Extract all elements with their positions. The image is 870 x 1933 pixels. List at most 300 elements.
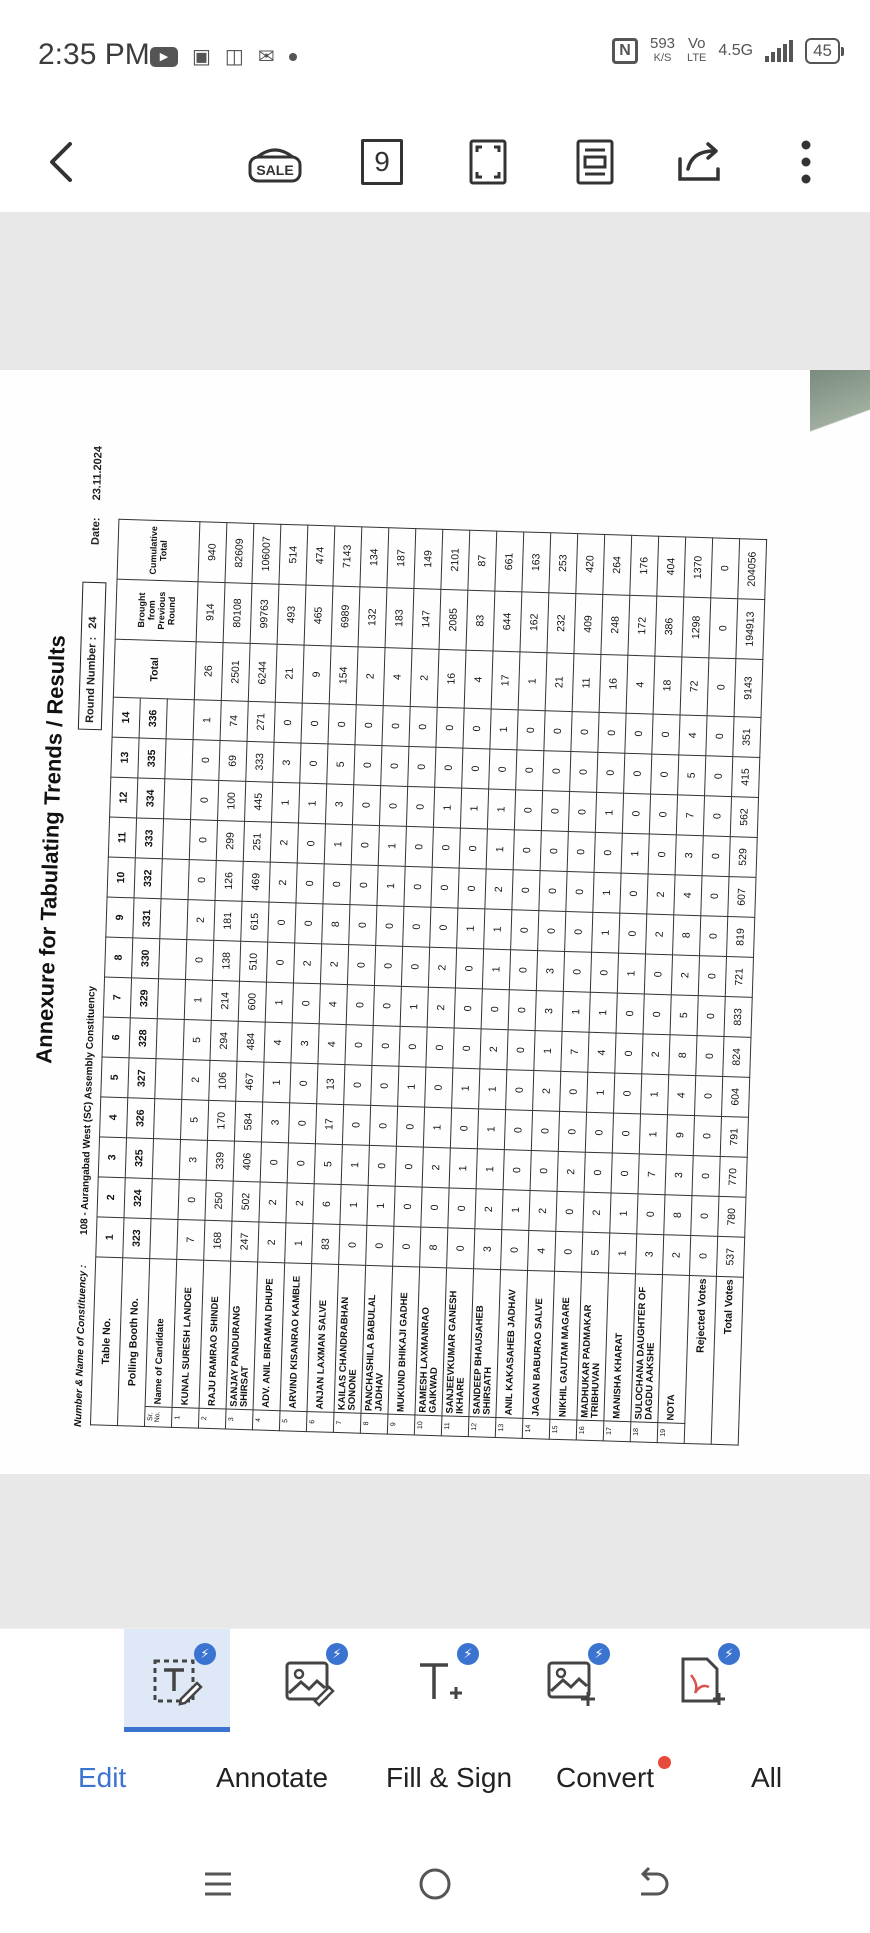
row-cumulative: 134 xyxy=(360,527,389,588)
network-type: 4.5G xyxy=(718,42,754,59)
candidate-name: MADHUKAR PADMAKAR TRIBHUVAN xyxy=(577,1272,609,1421)
booth-number-cell: 325 xyxy=(125,1138,153,1179)
round-number-box xyxy=(78,582,107,731)
vote-cell: 0 xyxy=(372,1025,400,1066)
empty-header-cell xyxy=(157,979,185,1020)
vote-cell: 2 xyxy=(286,1183,314,1224)
row-sno: 19 xyxy=(657,1423,685,1444)
tools-bar xyxy=(0,1628,870,1732)
vote-cell: 4 xyxy=(679,715,707,756)
vote-cell: 0 xyxy=(399,1026,427,1067)
constituency-value: 108 - Aurangabad West (SC) Assembly Constituency xyxy=(78,985,98,1236)
row-brought-forward: 2085 xyxy=(439,589,468,650)
total-votes-cumulative: 204056 xyxy=(738,539,767,600)
vote-cell: 250 xyxy=(205,1180,233,1221)
vote-cell: 0 xyxy=(616,993,644,1034)
vote-cell: 0 xyxy=(543,751,571,792)
vote-cell: 0 xyxy=(191,780,219,821)
vote-cell: 5 xyxy=(670,995,698,1036)
vote-cell: 1 xyxy=(449,1148,477,1189)
lte-label: LTE xyxy=(687,52,707,64)
back-nav-button[interactable] xyxy=(622,1854,682,1914)
empty-header-cell xyxy=(159,939,187,980)
vote-cell: 0 xyxy=(355,705,383,746)
row-brought-forward: 465 xyxy=(304,585,333,646)
sale-button[interactable] xyxy=(243,130,307,194)
vote-cell: 0 xyxy=(349,905,377,946)
candidate-name: MANISHA KHARAT xyxy=(604,1273,636,1422)
vote-cell: 2 xyxy=(182,1060,210,1101)
vote-cell: 2 xyxy=(529,1190,557,1231)
convert-pdf-tool[interactable] xyxy=(648,1629,754,1733)
vote-cell: 510 xyxy=(239,941,267,982)
rejected-cell: 0 xyxy=(691,1196,719,1237)
row-total: 2 xyxy=(356,647,385,706)
page-view-button[interactable] xyxy=(563,130,627,194)
vote-cell: 0 xyxy=(649,794,677,835)
vote-cell: 0 xyxy=(507,1030,535,1071)
vote-cell: 2 xyxy=(270,822,298,863)
vote-cell: 106 xyxy=(209,1060,237,1101)
tab-fill-sign[interactable]: Fill & Sign xyxy=(386,1762,513,1793)
vote-cell: 0 xyxy=(503,1150,531,1191)
more-options-button[interactable] xyxy=(774,130,838,194)
booth-number-cell: 333 xyxy=(135,818,163,859)
row-total: 16 xyxy=(599,654,628,713)
vote-cell: 1 xyxy=(487,789,515,830)
nfc-icon: N xyxy=(612,38,638,64)
annotate-image-tool[interactable] xyxy=(256,1629,362,1733)
vote-cell: 1 xyxy=(477,1109,505,1150)
vote-cell: 4 xyxy=(264,1022,292,1063)
sheet-title: Annexure for Tabulating Trends / Results xyxy=(31,634,70,1065)
row-sno: 7 xyxy=(333,1412,361,1433)
convert-notification-dot xyxy=(658,1756,671,1769)
row-brought-forward: 162 xyxy=(520,592,549,653)
total-votes-label: Total Votes xyxy=(711,1276,743,1445)
vote-cell: 0 xyxy=(431,867,459,908)
vote-cell: 0 xyxy=(426,1027,454,1068)
vote-cell: 3 xyxy=(291,1023,319,1064)
vote-cell: 5 xyxy=(314,1144,342,1185)
vote-cell: 1 xyxy=(452,1068,480,1109)
tab-all[interactable]: All xyxy=(751,1762,783,1793)
vote-cell: 0 xyxy=(188,860,216,901)
row-brought-forward: 183 xyxy=(385,588,414,649)
row-total: 1 xyxy=(518,652,547,711)
vote-cell: 1 xyxy=(476,1149,504,1190)
vote-cell: 1 xyxy=(587,1072,615,1113)
notification-icons xyxy=(150,44,297,69)
row-cumulative: 7143 xyxy=(333,526,362,587)
round-label: Round Number : xyxy=(84,636,99,724)
vote-cell: 0 xyxy=(178,1179,206,1220)
row-sno: 8 xyxy=(360,1413,388,1434)
vote-cell: 0 xyxy=(622,793,650,834)
table-number-cell: 12 xyxy=(110,777,138,818)
vote-cell: 138 xyxy=(212,940,240,981)
vote-cell: 0 xyxy=(421,1187,449,1228)
row-brought-forward: 99763 xyxy=(250,583,279,644)
vote-cell: 1 xyxy=(271,782,299,823)
vote-cell: 0 xyxy=(369,1105,397,1146)
vote-cell: 0 xyxy=(274,702,302,743)
home-button[interactable] xyxy=(405,1854,465,1914)
vote-cell: 0 xyxy=(186,940,214,981)
vote-cell: 0 xyxy=(295,903,323,944)
booth-number-cell: 331 xyxy=(133,898,161,939)
candidate-name: RAMESH LAXMANRAO GAIKWAD xyxy=(415,1267,447,1416)
vote-cell: 8 xyxy=(669,1035,697,1076)
rejected-cell: 0 xyxy=(702,836,730,877)
date-label: Date: xyxy=(89,517,103,546)
booth-number-cell: 323 xyxy=(123,1218,151,1259)
vote-cell: 0 xyxy=(394,1186,422,1227)
row-cumulative: 474 xyxy=(306,525,335,586)
candidate-name: ANJAN LAXMAN SALVE xyxy=(307,1264,339,1413)
vote-cell: 1 xyxy=(263,1062,291,1103)
vote-cell: 3 xyxy=(665,1155,693,1196)
vote-cell: 247 xyxy=(231,1221,259,1262)
vote-cell: 0 xyxy=(374,945,402,986)
vote-cell: 0 xyxy=(382,706,410,747)
vote-cell: 584 xyxy=(234,1101,262,1142)
vote-cell: 0 xyxy=(376,906,404,947)
vote-cell: 2 xyxy=(428,947,456,988)
volte-label: Vo xyxy=(687,35,706,52)
vote-cell: 1 xyxy=(617,953,645,994)
vote-cell: 1 xyxy=(482,949,510,990)
vote-cell: 5 xyxy=(582,1232,610,1273)
row-cumulative: 106007 xyxy=(252,523,281,584)
vote-cell: 0 xyxy=(571,712,599,753)
row-cumulative: 176 xyxy=(630,535,659,596)
vote-cell: 3 xyxy=(325,784,353,825)
vote-cell: 0 xyxy=(514,790,542,831)
vote-cell: 0 xyxy=(454,988,482,1029)
row-brought-forward: 409 xyxy=(574,594,603,655)
total-votes-brought: 194913 xyxy=(736,599,765,660)
net-speed xyxy=(650,36,675,66)
vote-cell: 0 xyxy=(462,748,490,789)
row-cumulative: 149 xyxy=(414,529,443,590)
vote-cell: 0 xyxy=(504,1110,532,1151)
edit-text-tool[interactable] xyxy=(124,1629,230,1733)
page-count: 9 xyxy=(361,139,403,185)
vote-cell: 8 xyxy=(420,1227,448,1268)
booth-number-cell: 328 xyxy=(129,1018,157,1059)
results-table xyxy=(90,519,767,1446)
gmail-icon: ✉ xyxy=(257,46,275,68)
empty-header-cell xyxy=(160,899,188,940)
total-votes-cell: 351 xyxy=(733,717,761,758)
vote-cell: 469 xyxy=(242,861,270,902)
fullscreen-icon xyxy=(468,138,508,186)
vote-cell: 0 xyxy=(351,825,379,866)
more-notifications-icon xyxy=(289,53,297,61)
vote-cell: 0 xyxy=(352,785,380,826)
edit-text-icon xyxy=(151,1655,203,1707)
recent-apps-button[interactable] xyxy=(188,1854,248,1914)
total-votes-cell: 604 xyxy=(721,1076,749,1117)
vote-cell: 0 xyxy=(568,792,596,833)
row-cumulative: 1370 xyxy=(684,537,713,598)
vote-cell: 1 xyxy=(593,872,621,913)
total-votes-cell: 607 xyxy=(728,877,756,918)
round-value: 24 xyxy=(86,616,100,629)
volte-indicator xyxy=(687,36,706,66)
row-sno: 9 xyxy=(387,1414,415,1435)
status-bar xyxy=(0,0,870,112)
vote-cell: 0 xyxy=(556,1191,584,1232)
total-votes-cell: 415 xyxy=(732,757,760,798)
empty-header-cell xyxy=(152,1139,180,1180)
vote-cell: 6 xyxy=(313,1184,341,1225)
vote-cell: 0 xyxy=(409,706,437,747)
vote-cell: 0 xyxy=(406,786,434,827)
vote-cell: 4 xyxy=(318,1024,346,1065)
vote-cell: 5 xyxy=(327,744,355,785)
candidate-name: PANCHASHILA BABULAL JADHAV xyxy=(361,1265,393,1414)
vote-cell: 0 xyxy=(584,1152,612,1193)
vote-cell: 1 xyxy=(367,1185,395,1226)
vote-cell: 0 xyxy=(287,1143,315,1184)
vote-cell: 0 xyxy=(566,871,594,912)
constituency-label: Number & Name of Constituency : xyxy=(72,1264,90,1428)
table-number-cell: 1 xyxy=(96,1217,124,1258)
table-number-cell: 8 xyxy=(105,937,133,978)
document-viewport[interactable] xyxy=(0,212,870,1628)
vote-cell: 294 xyxy=(210,1020,238,1061)
vote-cell: 1 xyxy=(592,912,620,953)
candidate-name: SULOCHANA DAUGHTER OF DAGDU AAKSHE xyxy=(631,1274,663,1423)
tab-convert[interactable]: Convert xyxy=(556,1762,655,1793)
candidate-name: RAJU RAMRAO SHINDE xyxy=(199,1260,231,1409)
table-number-cell: 10 xyxy=(107,857,135,898)
premium-badge-icon: ⚡ xyxy=(194,1643,216,1665)
vote-cell: 502 xyxy=(232,1181,260,1222)
vote-cell: 0 xyxy=(517,710,545,751)
vote-cell: 170 xyxy=(207,1100,235,1141)
empty-header-cell xyxy=(150,1219,178,1260)
total-votes-cell: 721 xyxy=(725,957,753,998)
vote-cell: 1 xyxy=(639,1114,667,1155)
premium-badge-icon: ⚡ xyxy=(326,1643,348,1665)
rejected-cell: 0 xyxy=(693,1116,721,1157)
add-image-tool[interactable] xyxy=(518,1629,624,1733)
rejected-votes-label: Rejected Votes xyxy=(684,1276,716,1445)
booth-number-cell: 332 xyxy=(134,858,162,899)
vote-cell: 0 xyxy=(644,954,672,995)
vote-cell: 0 xyxy=(619,913,647,954)
vote-cell: 0 xyxy=(637,1194,665,1235)
date-field xyxy=(90,446,105,545)
candidate-name: KUNAL SURESH LANDGE xyxy=(172,1259,204,1408)
total-votes-cell: 833 xyxy=(724,997,752,1038)
vote-cell: 0 xyxy=(453,1028,481,1069)
vote-cell: 4 xyxy=(674,875,702,916)
vote-cell: 0 xyxy=(447,1228,475,1269)
tab-edit[interactable]: Edit xyxy=(78,1762,127,1793)
vote-cell: 2 xyxy=(671,955,699,996)
vote-cell: 13 xyxy=(317,1064,345,1105)
vote-cell: 1 xyxy=(486,829,514,870)
home-icon xyxy=(417,1866,453,1902)
vote-cell: 0 xyxy=(540,831,568,872)
vote-cell: 0 xyxy=(539,871,567,912)
vote-cell: 0 xyxy=(401,946,429,987)
candidate-name: ADV. ANIL BIRAMAN DHUPE xyxy=(253,1262,285,1411)
vote-cell: 2 xyxy=(293,943,321,984)
vote-cell: 3 xyxy=(273,742,301,783)
vote-cell: 4 xyxy=(588,1032,616,1073)
vote-cell: 0 xyxy=(481,989,509,1030)
back-arrow-icon xyxy=(44,140,80,184)
vote-cell: 1 xyxy=(610,1193,638,1234)
add-text-tool[interactable] xyxy=(387,1629,493,1733)
row-sno: 1 xyxy=(171,1407,199,1428)
image-edit-icon xyxy=(283,1655,335,1707)
total-header: Total xyxy=(113,639,196,700)
vote-cell: 0 xyxy=(563,951,591,992)
vote-cell: 0 xyxy=(565,911,593,952)
candidate-name: ARVIND KISANRAO KAMBLE xyxy=(280,1263,312,1412)
rejected-cell: 0 xyxy=(694,1076,722,1117)
candidate-name: SANDEEP BHAUSAHEB SHIRSATH xyxy=(469,1269,501,1418)
vote-cell: 1 xyxy=(595,792,623,833)
vote-cell: 445 xyxy=(245,781,273,822)
row-sno: 3 xyxy=(225,1409,253,1430)
vote-cell: 271 xyxy=(247,701,275,742)
rejected-total: 0 xyxy=(707,658,736,717)
vote-cell: 0 xyxy=(624,753,652,794)
vote-cell: 0 xyxy=(288,1103,316,1144)
row-brought-forward: 80108 xyxy=(223,583,252,644)
vote-cell: 69 xyxy=(219,741,247,782)
vote-cell: 1 xyxy=(193,700,221,741)
vote-cell: 74 xyxy=(220,701,248,742)
document-page[interactable] xyxy=(0,370,870,1474)
vote-cell: 0 xyxy=(345,1025,373,1066)
row-cumulative: 163 xyxy=(522,532,551,593)
tab-annotate[interactable]: Annotate xyxy=(216,1762,329,1793)
fullscreen-button[interactable] xyxy=(456,130,520,194)
candidate-name: SANJEEVKUMAR GANESH IKHARE xyxy=(442,1268,474,1417)
vote-cell: 0 xyxy=(266,942,294,983)
vote-cell: 0 xyxy=(328,704,356,745)
vote-cell: 0 xyxy=(396,1106,424,1147)
empty-header-cell xyxy=(161,859,189,900)
vote-cell: 8 xyxy=(673,915,701,956)
row-brought-forward: 493 xyxy=(277,584,306,645)
vote-cell: 0 xyxy=(189,820,217,861)
vote-cell: 1 xyxy=(479,1069,507,1110)
premium-badge-icon: ⚡ xyxy=(588,1643,610,1665)
vote-cell: 214 xyxy=(211,980,239,1021)
vote-cell: 0 xyxy=(323,864,351,905)
vote-cell: 0 xyxy=(354,745,382,786)
rejected-cell: 0 xyxy=(697,996,725,1037)
booth-number-cell: 334 xyxy=(137,778,165,819)
row-total: 9 xyxy=(302,645,331,704)
table-number-cell: 5 xyxy=(101,1057,129,1098)
table-number-cell: 11 xyxy=(108,817,136,858)
row-sno: 14 xyxy=(522,1418,550,1439)
vote-cell: 0 xyxy=(598,712,626,753)
vote-cell: 0 xyxy=(192,740,220,781)
rejected-cell: 0 xyxy=(701,876,729,917)
table-number-cell: 7 xyxy=(103,977,131,1018)
row-cumulative: 420 xyxy=(576,534,605,595)
row-cumulative: 404 xyxy=(657,536,686,597)
page-view-icon xyxy=(575,138,615,186)
vote-cell: 0 xyxy=(513,830,541,871)
row-total: 11 xyxy=(572,654,601,713)
vote-cell: 100 xyxy=(218,780,246,821)
vote-cell: 0 xyxy=(296,863,324,904)
vote-cell: 0 xyxy=(648,834,676,875)
vote-cell: 467 xyxy=(236,1061,264,1102)
vote-cell: 0 xyxy=(570,752,598,793)
row-sno: 17 xyxy=(603,1421,631,1442)
row-total: 26 xyxy=(194,642,223,701)
vote-cell: 0 xyxy=(292,983,320,1024)
row-cumulative: 2101 xyxy=(441,529,470,590)
vote-cell: 0 xyxy=(541,791,569,832)
system-status xyxy=(612,36,840,66)
vote-cell: 0 xyxy=(395,1146,423,1187)
vote-cell: 1 xyxy=(400,986,428,1027)
total-votes-cell: 824 xyxy=(723,1036,751,1077)
vote-cell: 0 xyxy=(260,1142,288,1183)
vote-cell: 0 xyxy=(381,746,409,787)
vote-cell: 0 xyxy=(448,1188,476,1229)
vote-cell: 600 xyxy=(238,981,266,1022)
more-options-icon xyxy=(800,139,812,185)
polling-booth-label: Polling Booth No. xyxy=(117,1258,149,1427)
vote-cell: 0 xyxy=(300,743,328,784)
booth-number-cell: 327 xyxy=(128,1058,156,1099)
cumulative-header: Cumulative Total xyxy=(117,519,200,582)
empty-header-cell xyxy=(165,739,193,780)
back-button[interactable] xyxy=(30,130,94,194)
vote-cell: 7 xyxy=(561,1031,589,1072)
vote-cell: 0 xyxy=(297,823,325,864)
row-sno: 4 xyxy=(252,1410,280,1431)
candidate-name: NOTA xyxy=(658,1275,690,1424)
vote-cell: 5 xyxy=(180,1099,208,1140)
vote-cell: 0 xyxy=(585,1112,613,1153)
row-sno: 11 xyxy=(441,1416,469,1437)
vote-cell: 3 xyxy=(675,835,703,876)
page-count-button[interactable] xyxy=(350,130,414,194)
empty-header-cell xyxy=(155,1059,183,1100)
total-votes-cell: 791 xyxy=(720,1116,748,1157)
share-button[interactable] xyxy=(668,130,732,194)
booth-number-cell: 324 xyxy=(124,1178,152,1219)
row-total: 17 xyxy=(491,651,520,710)
vote-cell: 4 xyxy=(528,1230,556,1271)
vote-cell: 2 xyxy=(647,874,675,915)
recent-apps-icon xyxy=(201,1867,235,1901)
vote-cell: 0 xyxy=(344,1065,372,1106)
total-votes-cell: 562 xyxy=(730,797,758,838)
row-cumulative: 661 xyxy=(495,531,524,592)
youtube-icon: ▶ xyxy=(150,47,178,67)
vote-cell: 2 xyxy=(533,1071,561,1112)
vote-cell: 1 xyxy=(460,788,488,829)
vote-cell: 0 xyxy=(612,1113,640,1154)
